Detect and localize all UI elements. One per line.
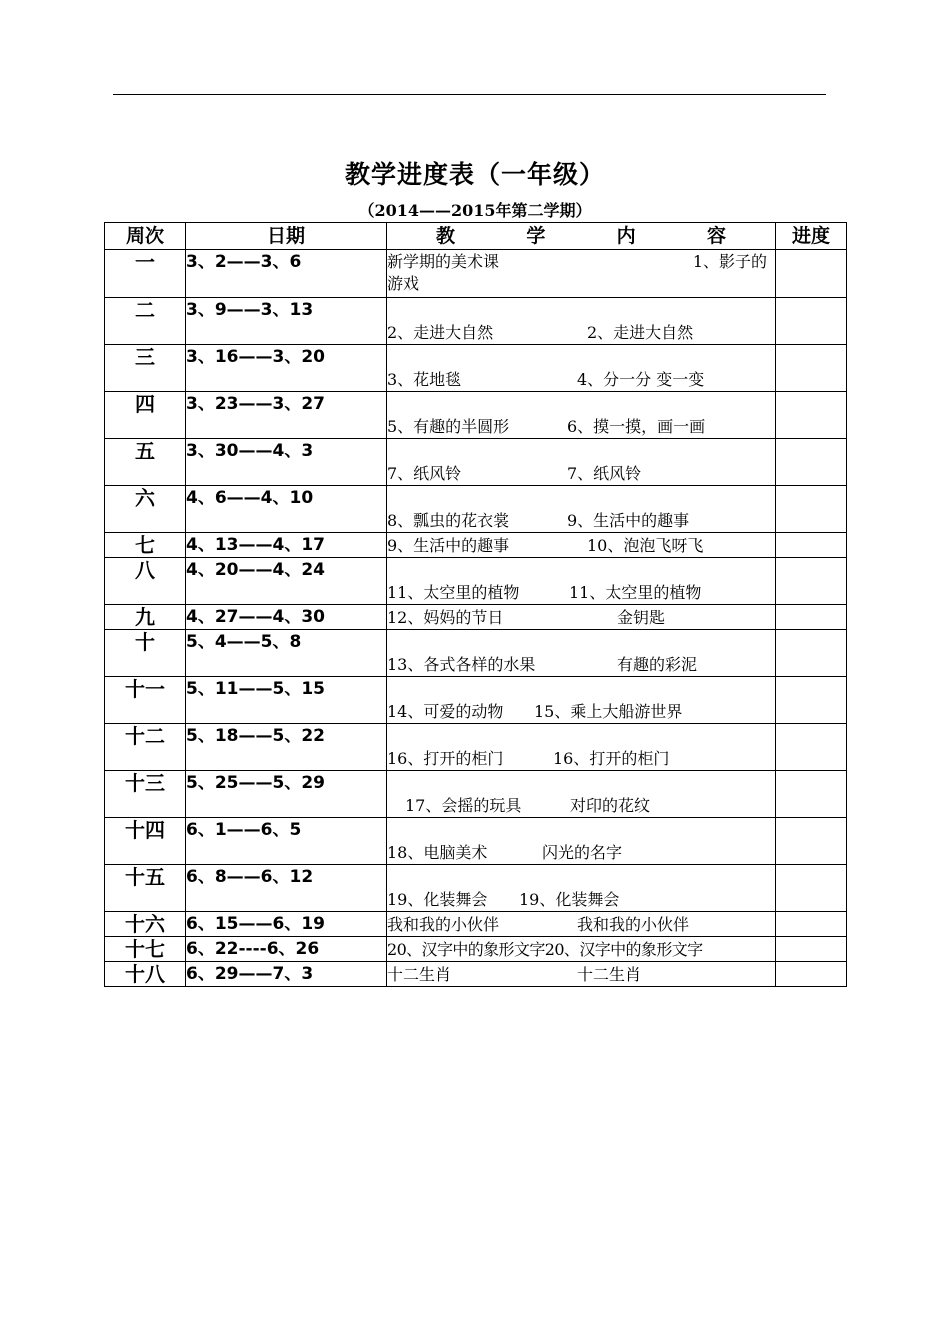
content-a: 我和我的小伙伴: [387, 915, 500, 934]
table-row: [105, 605, 847, 630]
date-cell: 3、2——3、6: [186, 250, 387, 298]
week-cell: 八: [105, 558, 186, 605]
header-row: [105, 223, 847, 250]
progress-cell: [776, 439, 847, 486]
week-cell: 九: [105, 605, 186, 630]
content-a: 5、有趣的半圆形: [387, 417, 510, 436]
table-row: [105, 962, 847, 987]
week-cell: 三: [105, 345, 186, 392]
content-b: 金钥匙: [617, 608, 666, 627]
content-cell: [387, 605, 776, 630]
content-a: 19、化装舞会: [387, 890, 488, 909]
date-cell: 5、11——5、15: [186, 677, 387, 724]
content-a: 20、汉字中的象形文字: [387, 940, 545, 959]
progress-cell: [776, 392, 847, 439]
week-cell: 十二: [105, 724, 186, 771]
content-a: 7、纸风铃: [387, 464, 462, 483]
table-row: [105, 912, 847, 937]
date-cell: 6、8——6、12: [186, 865, 387, 912]
content-a: 十二生肖: [387, 965, 452, 984]
date-cell: 6、15——6、19: [186, 912, 387, 937]
content-b: 十二生肖: [577, 965, 642, 984]
col-date-header: 日期: [186, 223, 387, 250]
content-cell: [387, 558, 776, 605]
content-cell: [387, 818, 776, 865]
date-cell: 3、30——4、3: [186, 439, 387, 486]
content-b: 对印的花纹: [570, 796, 651, 815]
content-cell: [387, 533, 776, 558]
progress-cell: [776, 486, 847, 533]
col-content-header: [387, 223, 776, 250]
date-cell: 3、16——3、20: [186, 345, 387, 392]
week-cell: 四: [105, 392, 186, 439]
content-b: 16、打开的柜门: [553, 749, 670, 768]
table-row: [105, 865, 847, 912]
content-b: 6、摸一摸，画一画: [567, 417, 706, 436]
date-cell: 5、4——5、8: [186, 630, 387, 677]
week-cell: 一: [105, 250, 186, 298]
week-cell: 十七: [105, 937, 186, 962]
content-b: 有趣的彩泥: [617, 655, 698, 674]
date-cell: 6、29——7、3: [186, 962, 387, 987]
content-cell: [387, 912, 776, 937]
schedule-table: [104, 222, 847, 987]
date-cell: 4、6——4、10: [186, 486, 387, 533]
progress-cell: [776, 345, 847, 392]
week-cell: 十四: [105, 818, 186, 865]
content-a: 8、瓢虫的花衣裳: [387, 511, 510, 530]
content-cell: [387, 345, 776, 392]
content-cell: [387, 392, 776, 439]
content-b: 2、走进大自然: [587, 323, 694, 342]
content-b: 1、影子的: [692, 252, 767, 271]
table-row: [105, 298, 847, 345]
progress-cell: [776, 962, 847, 987]
content-b: 11、太空里的植物: [569, 583, 702, 602]
table-row: [105, 486, 847, 533]
col-progress-header: 进度: [776, 223, 847, 250]
progress-cell: [776, 605, 847, 630]
week-cell: 五: [105, 439, 186, 486]
table-row: [105, 630, 847, 677]
progress-cell: [776, 533, 847, 558]
table-row: [105, 533, 847, 558]
col-content-header-text: 教 学 内 容: [436, 225, 726, 247]
col-week-header: 周次: [105, 223, 186, 250]
week-cell: 十八: [105, 962, 186, 987]
content-b: 20、汉字中的象形文字: [544, 940, 703, 959]
content-b: 我和我的小伙伴: [577, 915, 690, 934]
table-row: [105, 937, 847, 962]
content-cell: [387, 250, 776, 298]
content-a: 11、太空里的植物: [387, 583, 520, 602]
week-cell: 十五: [105, 865, 186, 912]
content-b: 7、纸风铃: [567, 464, 642, 483]
date-cell: 6、22----6、26: [186, 937, 387, 962]
content-a: 16、打开的柜门: [387, 749, 504, 768]
content-a: 18、电脑美术: [387, 843, 488, 862]
date-cell: 6、1——6、5: [186, 818, 387, 865]
week-cell: 十六: [105, 912, 186, 937]
content-b: 10、泡泡飞呀飞: [587, 536, 704, 555]
content-a: 14、可爱的动物: [387, 702, 504, 721]
week-cell: 十一: [105, 677, 186, 724]
content-cell: [387, 677, 776, 724]
content-b: 9、生活中的趣事: [567, 511, 690, 530]
content-a: 12、妈妈的节日: [387, 608, 504, 627]
progress-cell: [776, 937, 847, 962]
table-row: [105, 439, 847, 486]
table-row: [105, 558, 847, 605]
date-cell: 3、23——3、27: [186, 392, 387, 439]
content-cell: [387, 724, 776, 771]
progress-cell: [776, 771, 847, 818]
content-a: 3、花地毯: [387, 370, 462, 389]
date-cell: 3、9——3、13: [186, 298, 387, 345]
table-row: [105, 345, 847, 392]
date-cell: 5、25——5、29: [186, 771, 387, 818]
week-cell: 十三: [105, 771, 186, 818]
progress-cell: [776, 818, 847, 865]
content-a: 13、各式各样的水果: [387, 655, 536, 674]
content-cell: [387, 298, 776, 345]
content-cell: [387, 937, 776, 962]
content-b: 4、分一分 变一变: [577, 370, 705, 389]
page-subtitle: （2014——2015年第二学期）: [358, 201, 592, 220]
content-cell: [387, 630, 776, 677]
progress-cell: [776, 558, 847, 605]
content-b: 19、化装舞会: [519, 890, 620, 909]
date-cell: 5、18——5、22: [186, 724, 387, 771]
content-a: 新学期的美术课: [387, 252, 500, 271]
content-a: 17、会摇的玩具: [405, 796, 522, 815]
table-row: [105, 392, 847, 439]
date-cell: 4、20——4、24: [186, 558, 387, 605]
page-title: 教学进度表（一年级）: [344, 160, 605, 189]
table-row: [105, 724, 847, 771]
content-cell: [387, 771, 776, 818]
week-cell: 七: [105, 533, 186, 558]
table-row: [105, 250, 847, 298]
content-b: 15、乘上大船游世界: [534, 702, 683, 721]
progress-cell: [776, 250, 847, 298]
header-rule: [113, 94, 826, 95]
content-cell: [387, 865, 776, 912]
progress-cell: [776, 677, 847, 724]
progress-cell: [776, 724, 847, 771]
week-cell: 十: [105, 630, 186, 677]
progress-cell: [776, 630, 847, 677]
content-cell: [387, 962, 776, 987]
content-cell: [387, 439, 776, 486]
table-row: [105, 677, 847, 724]
table-row: [105, 771, 847, 818]
content-a: 9、生活中的趣事: [387, 536, 510, 555]
date-cell: 4、27——4、30: [186, 605, 387, 630]
content-a: 2、走进大自然: [387, 323, 494, 342]
content-c: 游戏: [387, 274, 420, 293]
content-cell: [387, 486, 776, 533]
progress-cell: [776, 298, 847, 345]
week-cell: 二: [105, 298, 186, 345]
table-row: [105, 818, 847, 865]
content-b: 闪光的名字: [542, 843, 623, 862]
week-cell: 六: [105, 486, 186, 533]
date-cell: 4、13——4、17: [186, 533, 387, 558]
progress-cell: [776, 912, 847, 937]
progress-cell: [776, 865, 847, 912]
